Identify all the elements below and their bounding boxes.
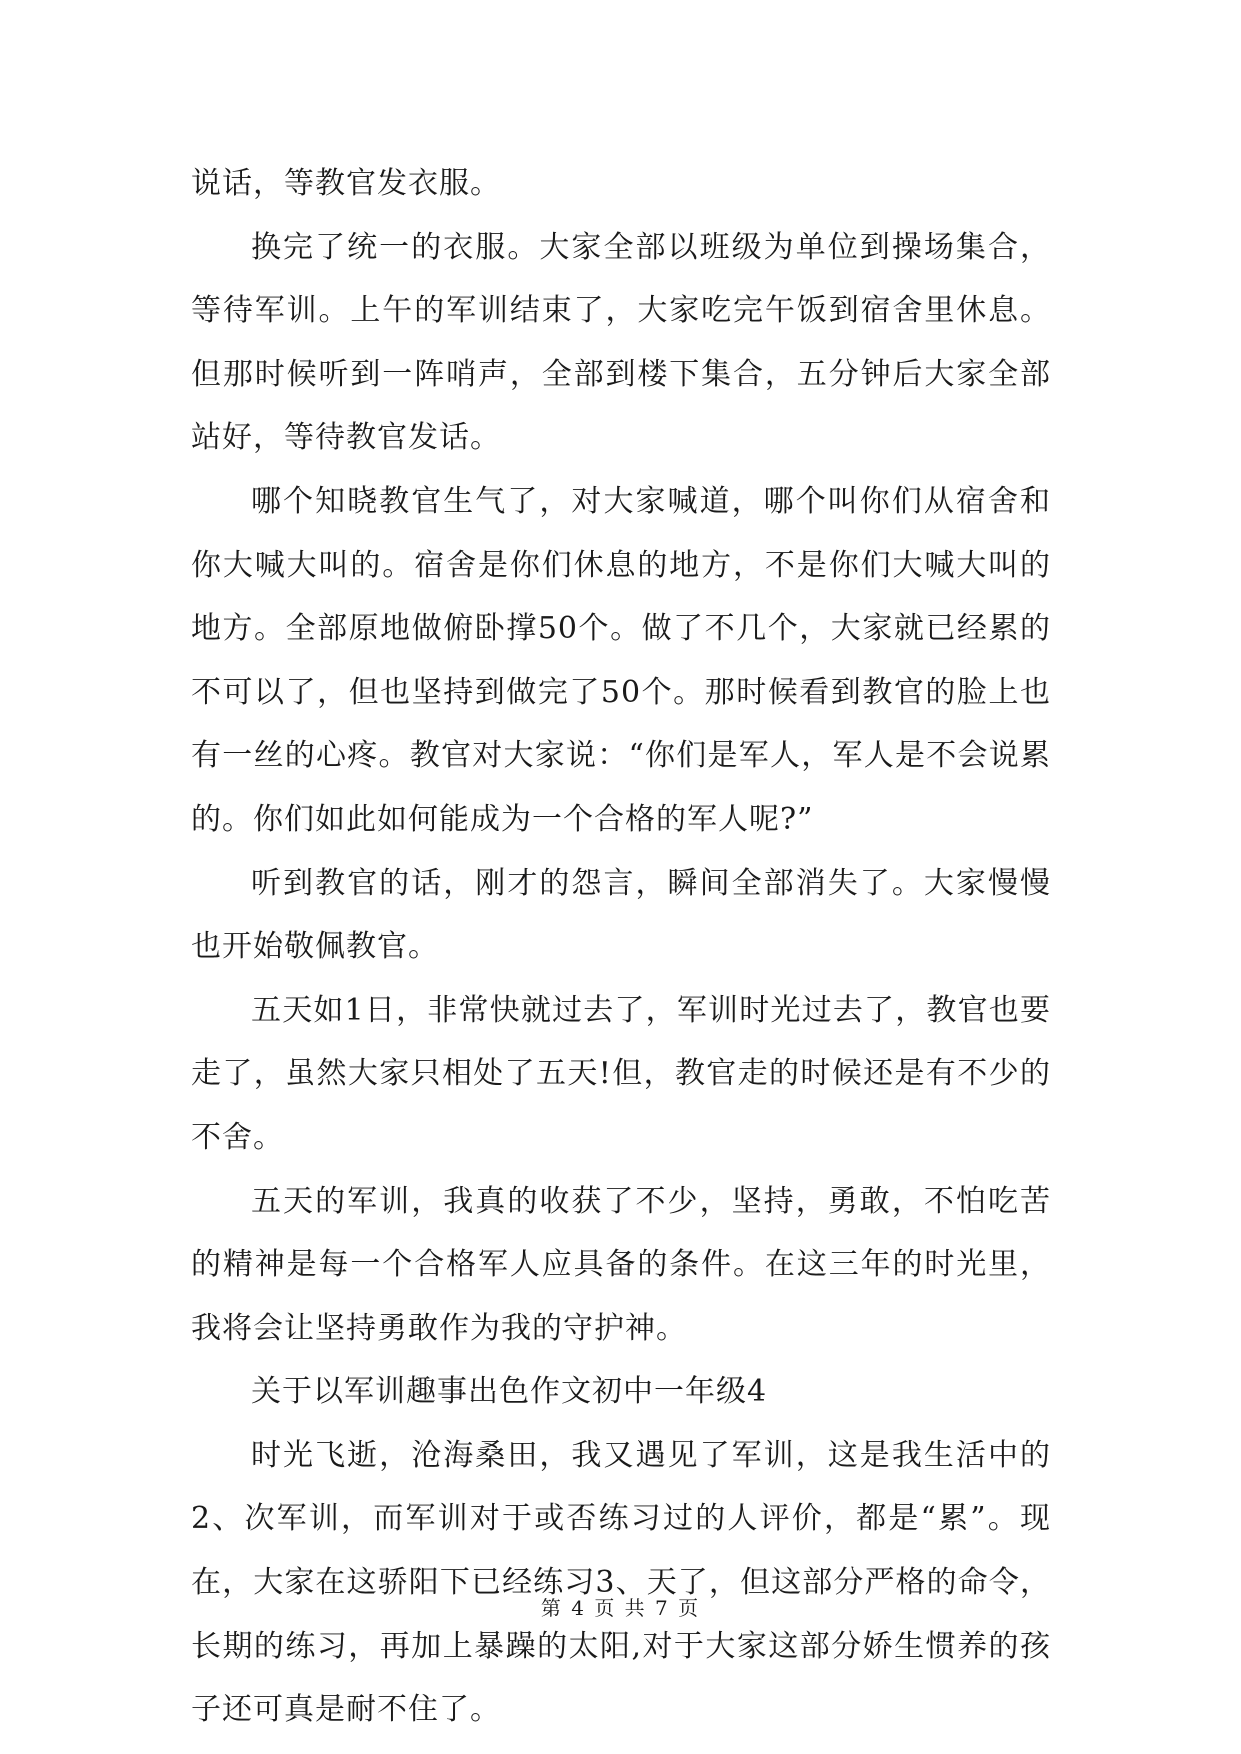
paragraph-continuation: 说话，等教官发衣服。 bbox=[191, 166, 501, 201]
paragraph: 换完了统一的衣服。大家全部以班级为单位到操场集合，等待军训。上午的军训结束了，大家吃完午饭到宿舍里休息。但那时候听到一阵哨声，全部到楼下集合，五分钟后大家全部站好，等待教官发话。 bbox=[191, 229, 1051, 456]
page-number-footer: 第 4 页 共 7 页 bbox=[540, 1596, 701, 1620]
paragraph: 时光飞逝，沧海桑田，我又遇见了军训，这是我生活中的2、次军训，而军训对于或否练习过的人评价，都是“累”。现在，大家在这骄阳下已经练习3、天了，但这部分严格的命令，长期的练习，再加上暴躁的太阳,对于大家这部分娇生惯养的孩子还可真是耐不住了。 bbox=[191, 1437, 1051, 1728]
section-heading: 关于以军训趣事出色作文初中一年级4 bbox=[251, 1374, 768, 1410]
document-body bbox=[191, 152, 1051, 1742]
paragraph: 五天的军训，我真的收获了不少，坚持，勇敢，不怕吃苦的精神是每一个合格军人应具备的条件。在这三年的时光里，我将会让坚持勇敢作为我的守护神。 bbox=[191, 1183, 1051, 1346]
paragraph: 听到教官的话，刚才的怨言，瞬间全部消失了。大家慢慢也开始敬佩教官。 bbox=[191, 865, 1051, 965]
paragraph: 哪个知晓教官生气了，对大家喊道，哪个叫你们从宿舍和你大喊大叫的。宿舍是你们休息的地方，不是你们大喊大叫的地方。全部原地做俯卧撑50个。做了不几个，大家就已经累的不可以了，但也坚持到做完了50个。那时候看到教官的脸上也有一丝的心疼。教官对大家说：“你们是军人，军人是不会说累的。你们如此如何能成为一个合格的军人呢?” bbox=[191, 483, 1051, 837]
paragraph: 五天如1日，非常快就过去了，军训时光过去了，教官也要走了，虽然大家只相处了五天!但，教官走的时候还是有不少的不舍。 bbox=[191, 992, 1051, 1155]
